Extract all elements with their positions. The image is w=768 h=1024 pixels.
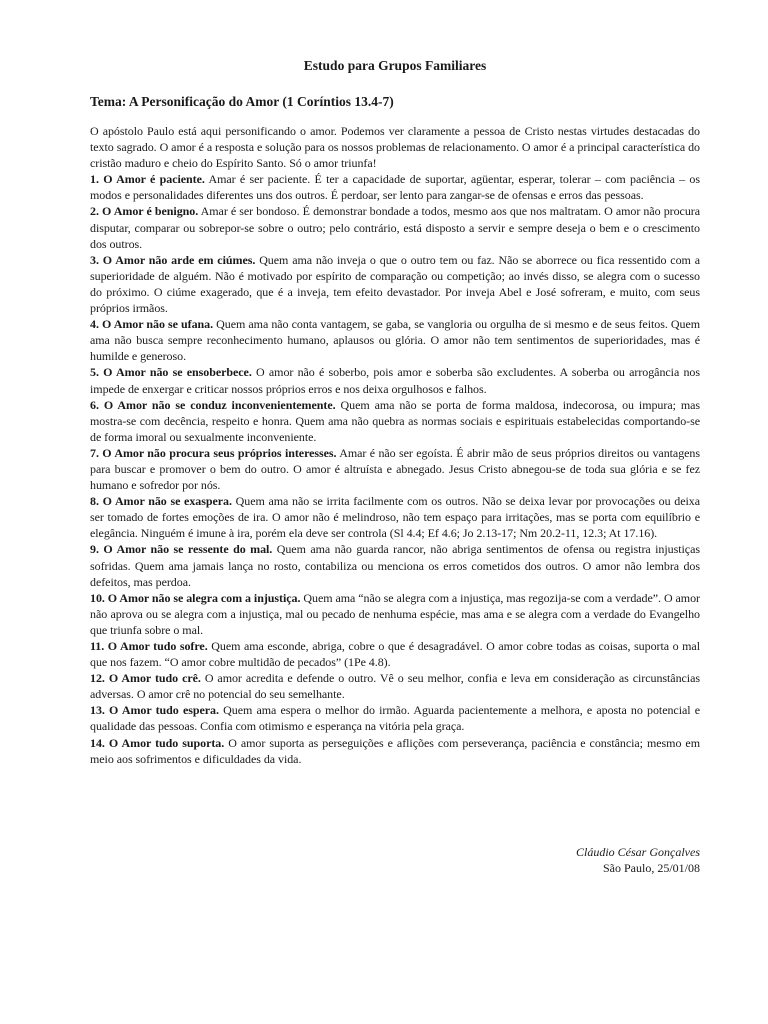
list-item [90,445,700,493]
item-title: 10. O Amor não se alegra com a injustiça. [90,590,301,605]
list-item [90,397,700,445]
item-title: 11. O Amor tudo sofre. [90,639,208,653]
item-title: 3. O Amor não arde em ciúmes. [90,252,256,267]
item-title: 4. O Amor não se ufana. [90,317,214,332]
list-item [90,203,700,251]
document-title: Estudo para Grupos Familiares [303,58,487,73]
list-item [90,702,700,734]
intro-paragraph: O apóstolo Paulo está aqui personificando o amor. Podemos ver claramente a pessoa de Cristo nestas virtudes destacadas do texto sagrado. O amor é a resposta e solução para os nossos problemas de relacionamento. O amor é a principal característica do cristão maduro e cheio do Espírito Santo. Só o amor triunfa! [90,124,700,171]
item-title: 6. O Amor não se conduz inconvenientemente. [90,397,336,412]
item-title: 12. O Amor tudo crê. [90,671,201,686]
item-text: O amor suporta as perseguições e aflições com perseverança, paciência e constância; mesmo em meio aos sofrimentos e dificuldades da vida. [90,735,700,766]
signature-block [576,844,700,876]
item-title: 8. O Amor não se exaspera. [90,494,232,509]
list-item [90,252,700,316]
item-text: O amor não é soberbo, pois amor e soberba são excludentes. A soberba ou arrogância nos impede de enxergar e criticar nossos próprios erros e nos deixa orgulhosos e falhos. [90,365,700,396]
item-text: Quem ama não inveja o que o outro tem ou faz. Não se aborrece ou fica ressentido com a superioridade de alguém. Não é motivado por espírito de comparação ou competição; ao invés disso, se alegra com o sucesso do próximo. O ciúme exagerado, que é a inveja, tem efeito devastador. Por inveja Abel e José sofreram, e muito, com seus próprios irmãos. [90,252,700,316]
list-item [90,638,700,670]
list-item [90,171,700,203]
item-text: Quem ama “não se alegra com a injustiça, mas regozija-se com a verdade”. O amor não aprova ou se alegra com a injustiça, mal ou pecado de nenhuma espécie, mas ama e se alegra com a verdade do Evangelho que triunfa sobre o mal. [90,590,700,637]
item-text: Quem ama não conta vantagem, se gaba, se vangloria ou orgulha de si mesmo e de seus feitos. Quem ama não busca sempre reconhecimento humano, aplausos ou glória. O amor não tem sentimentos de superioridades, mas é humilde e generoso. [90,317,701,364]
document-page [90,56,700,767]
item-title: 13. O Amor tudo espera. [90,703,219,718]
list-item [90,735,700,767]
list-item [90,493,700,541]
item-title: 14. O Amor tudo suporta. [90,735,225,750]
list-item [90,541,700,589]
list-item [90,670,700,702]
author-name: Cláudio César Gonçalves [576,845,700,859]
item-title: 1. O Amor é paciente. [90,172,205,187]
item-title: 2. O Amor é benigno. [90,204,199,219]
item-text: Quem ama espera o melhor do irmão. Aguarda pacientemente a melhora, e aposta no potencial e qualidade das pessoas. Confia com otimismo e esperança na vitória pela graça. [90,703,701,734]
item-text: Amar é não ser egoísta. É abrir mão de seus próprios direitos ou vantagens para buscar e promover o bem do outro. O amor é altruísta e abnegado. Jesus Cristo abnegou-se de toda sua glória e se fez humano e sofredor por nós. [90,445,700,493]
item-title: 9. O Amor não se ressente do mal. [90,542,273,557]
item-title: 5. O Amor não se ensoberbece. [90,365,252,380]
item-title: 7. O Amor não procura seus próprios interesses. [90,445,337,460]
place-date: São Paulo, 25/01/08 [602,861,700,875]
item-text: Quem ama não se porta de forma maldosa, indecorosa, ou impura; mas mostra-se com decência, respeito e honra. Quem ama não quebra as normas sociais e espirituais estabelecidas comportando-se de forma imoral ou sexualmente inconveniente. [90,397,701,444]
list-item [90,364,700,396]
item-text: Amar é ser bondoso. É demonstrar bondade a todos, mesmo aos que nos maltratam. O amor não procura disputar, comparar ou sobrepor-se sobre o outro; pelo contrário, está disposto a servir e sempre deseja o bem e o crescimento dos outros. [90,204,701,251]
item-text: O amor acredita e defende o outro. Vê o seu melhor, confia e leva em consideração as circunstâncias adversas. O amor crê no potencial do seu semelhante. [90,671,700,702]
item-text: Quem ama não se irrita facilmente com os outros. Não se deixa levar por provocações ou deixa ser tomado de fortes emoções de ira. O amor não é melindroso, não tem espaço para irritações, mas se porta com equilíbrio e elegância. Ninguém é imune à ira, porém ela deve ser controla (Sl 4.4; Ef 4.6; Jo 2.13-17; Nm 20.2-11, 12.3; At 17.16). [90,494,701,541]
list-item [90,316,700,364]
item-text: Amar é ser paciente. É ter a capacidade de suportar, agüentar, esperar, tolerar – com paciência – os modos e personalidades diferentes uns dos outros. É perdoar, ser lento para zangar-se de ofensas e erros das pessoas. [90,172,700,203]
document-body [90,123,700,767]
document-theme: Tema: A Personificação do Amor (1 Coríntios 13.4-7) [90,94,394,109]
item-text: Quem ama não guarda rancor, não abriga sentimentos de ofensa ou registra injustiças sofridas. Quem ama jamais lança no rosto, contabiliza ou menciona os erros cometidos dos outros. O amor não lembra dos defeitos, mas perdoa. [90,542,700,589]
list-item [90,590,700,638]
item-text: Quem ama esconde, abriga, cobre o que é desagradável. O amor cobre todas as coisas, suporta o mal que nos fazem. “O amor cobre multidão de pecados” (1Pe 4.8). [90,639,700,670]
